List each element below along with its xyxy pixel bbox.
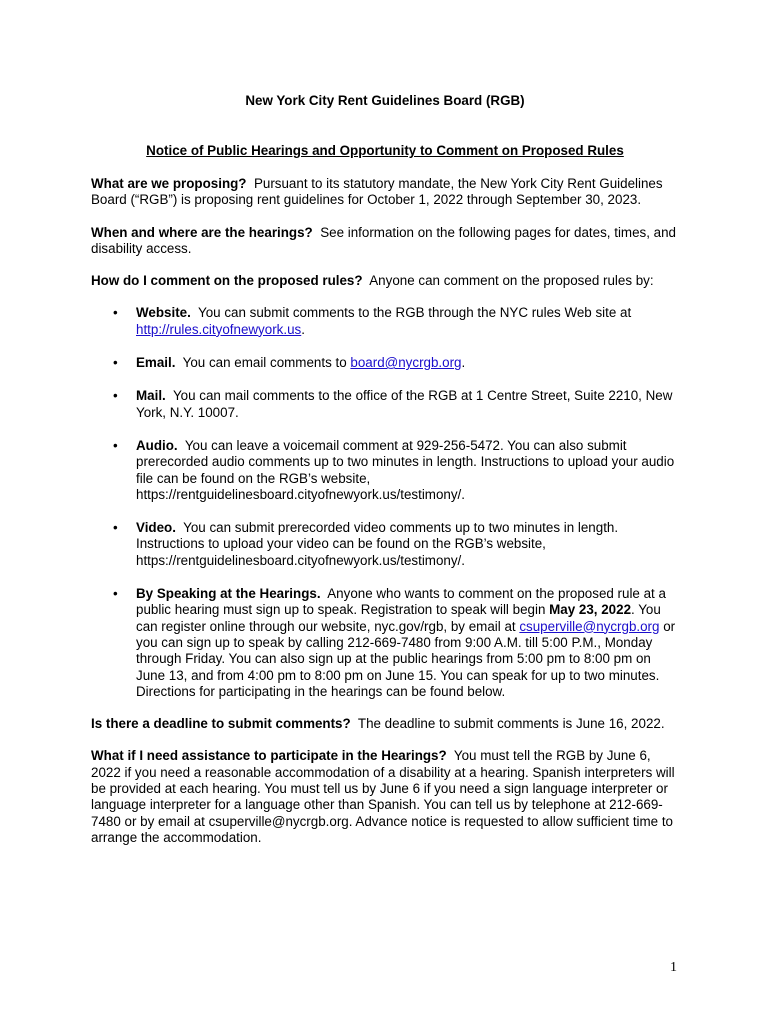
bullet-icon: •: [113, 305, 118, 321]
bullet-icon: •: [113, 388, 118, 404]
list-item-website: [91, 305, 683, 338]
bullet-icon: •: [113, 437, 118, 453]
proposing-question: What are we proposing?: [91, 176, 247, 191]
audio-label: Audio.: [136, 437, 178, 453]
comment-question: How do I comment on the proposed rules?: [91, 273, 363, 289]
assistance-question: What if I need assistance to participate in the Hearings?: [91, 748, 447, 764]
deadline-paragraph: [91, 716, 683, 732]
bullet-icon: •: [113, 355, 118, 371]
assistance-answer: You must tell the RGB by June 6, 2022 if you need a reasonable accommodation of a disability at a hearing. Spanish interpreters will be provided at each hearing. You must tell us by June 6 if you need a sign language interpreter or language interpreter for a language other than Spanish. You can tell us by telephone at 212-669-7480 or by email at csuperville@nycrgb.org. Advance notice is requested to allow sufficient time to arrange the accommodation.: [91, 748, 675, 845]
video-text: You can submit prerecorded video comments up to two minutes in length. Instructions to upload your video can be found on the RGB’s website, https://rentguidelinesboard.cityofnewyork.us/testimony/.: [136, 520, 619, 568]
comment-answer: Anyone can comment on the proposed rules by:: [369, 273, 654, 289]
hearings-answer: See information on the following pages for dates, times, and disability access.: [91, 224, 677, 256]
bullet-icon: •: [113, 586, 118, 602]
document-title: New York City Rent Guidelines Board (RGB): [245, 93, 525, 108]
board-email-link[interactable]: board@nycrgb.org: [350, 355, 462, 371]
csuperville-email-link[interactable]: csuperville@nycrgb.org: [519, 618, 660, 634]
document-body: [91, 176, 683, 862]
speaking-text-after: or you can sign up to speak by calling 212-669-7480 from 9:00 A.M. till 5:00 P.M., Monday through Friday. You can also sign up at the public hearings from 5:00 pm to 8:00 pm on June 13, and from 4:00 pm to 8:00 pm on June 15. You can speak for up to two minutes. Directions for participating in the hearings can be found below.: [136, 618, 676, 699]
rules-website-link[interactable]: http://rules.cityofnewyork.us: [136, 321, 302, 337]
hearings-paragraph: [91, 225, 683, 258]
comment-methods-list: [91, 305, 683, 700]
page-number: 1: [670, 960, 677, 975]
mail-label: Mail.: [136, 388, 166, 404]
proposing-paragraph: [91, 176, 683, 209]
document-subtitle: Notice of Public Hearings and Opportunity to Comment on Proposed Rules: [146, 143, 624, 158]
proposing-answer: Pursuant to its statutory mandate, the New York City Rent Guidelines Board (“RGB”) is proposing rent guidelines for October 1, 2022 through September 30, 2023.: [91, 176, 663, 208]
speaking-text-middle: . You can register online through our website, nyc.gov/rgb, by email at: [136, 602, 661, 634]
list-item-audio: [91, 438, 683, 503]
website-text: You can submit comments to the RGB through the NYC rules Web site at: [198, 305, 632, 321]
audio-text: You can leave a voicemail comment at 929-256-5472. You can also submit prerecorded audio comments up to two minutes in length. Instructions to upload your audio file can be found on the RGB’s website, https://rentguidelinesboard.cityofnewyork.us/testimony/.: [136, 437, 675, 502]
website-after: .: [301, 321, 305, 337]
website-label: Website.: [136, 305, 191, 321]
video-label: Video.: [136, 520, 176, 536]
email-after: .: [461, 355, 466, 371]
list-item-video: [91, 520, 683, 569]
list-item-speaking: [91, 586, 683, 700]
assistance-paragraph: [91, 748, 683, 846]
comment-paragraph: [91, 273, 683, 289]
registration-date: May 23, 2022: [549, 602, 632, 618]
email-text: You can email comments to: [182, 355, 347, 371]
deadline-question: Is there a deadline to submit comments?: [91, 716, 351, 732]
bullet-icon: •: [113, 520, 118, 536]
mail-text: You can mail comments to the office of the RGB at 1 Centre Street, Suite 2210, New York, N.Y. 10007.: [136, 388, 673, 420]
hearings-question: When and where are the hearings?: [91, 224, 313, 240]
deadline-answer: The deadline to submit comments is June 16, 2022.: [357, 716, 665, 732]
speaking-text-before: Anyone who wants to comment on the proposed rule at a public hearing must sign up to speak. Registration to speak will begin: [136, 586, 666, 618]
list-item-mail: [91, 388, 683, 421]
list-item-email: [91, 355, 683, 371]
email-label: Email.: [136, 355, 176, 371]
speaking-label: By Speaking at the Hearings.: [136, 586, 321, 602]
